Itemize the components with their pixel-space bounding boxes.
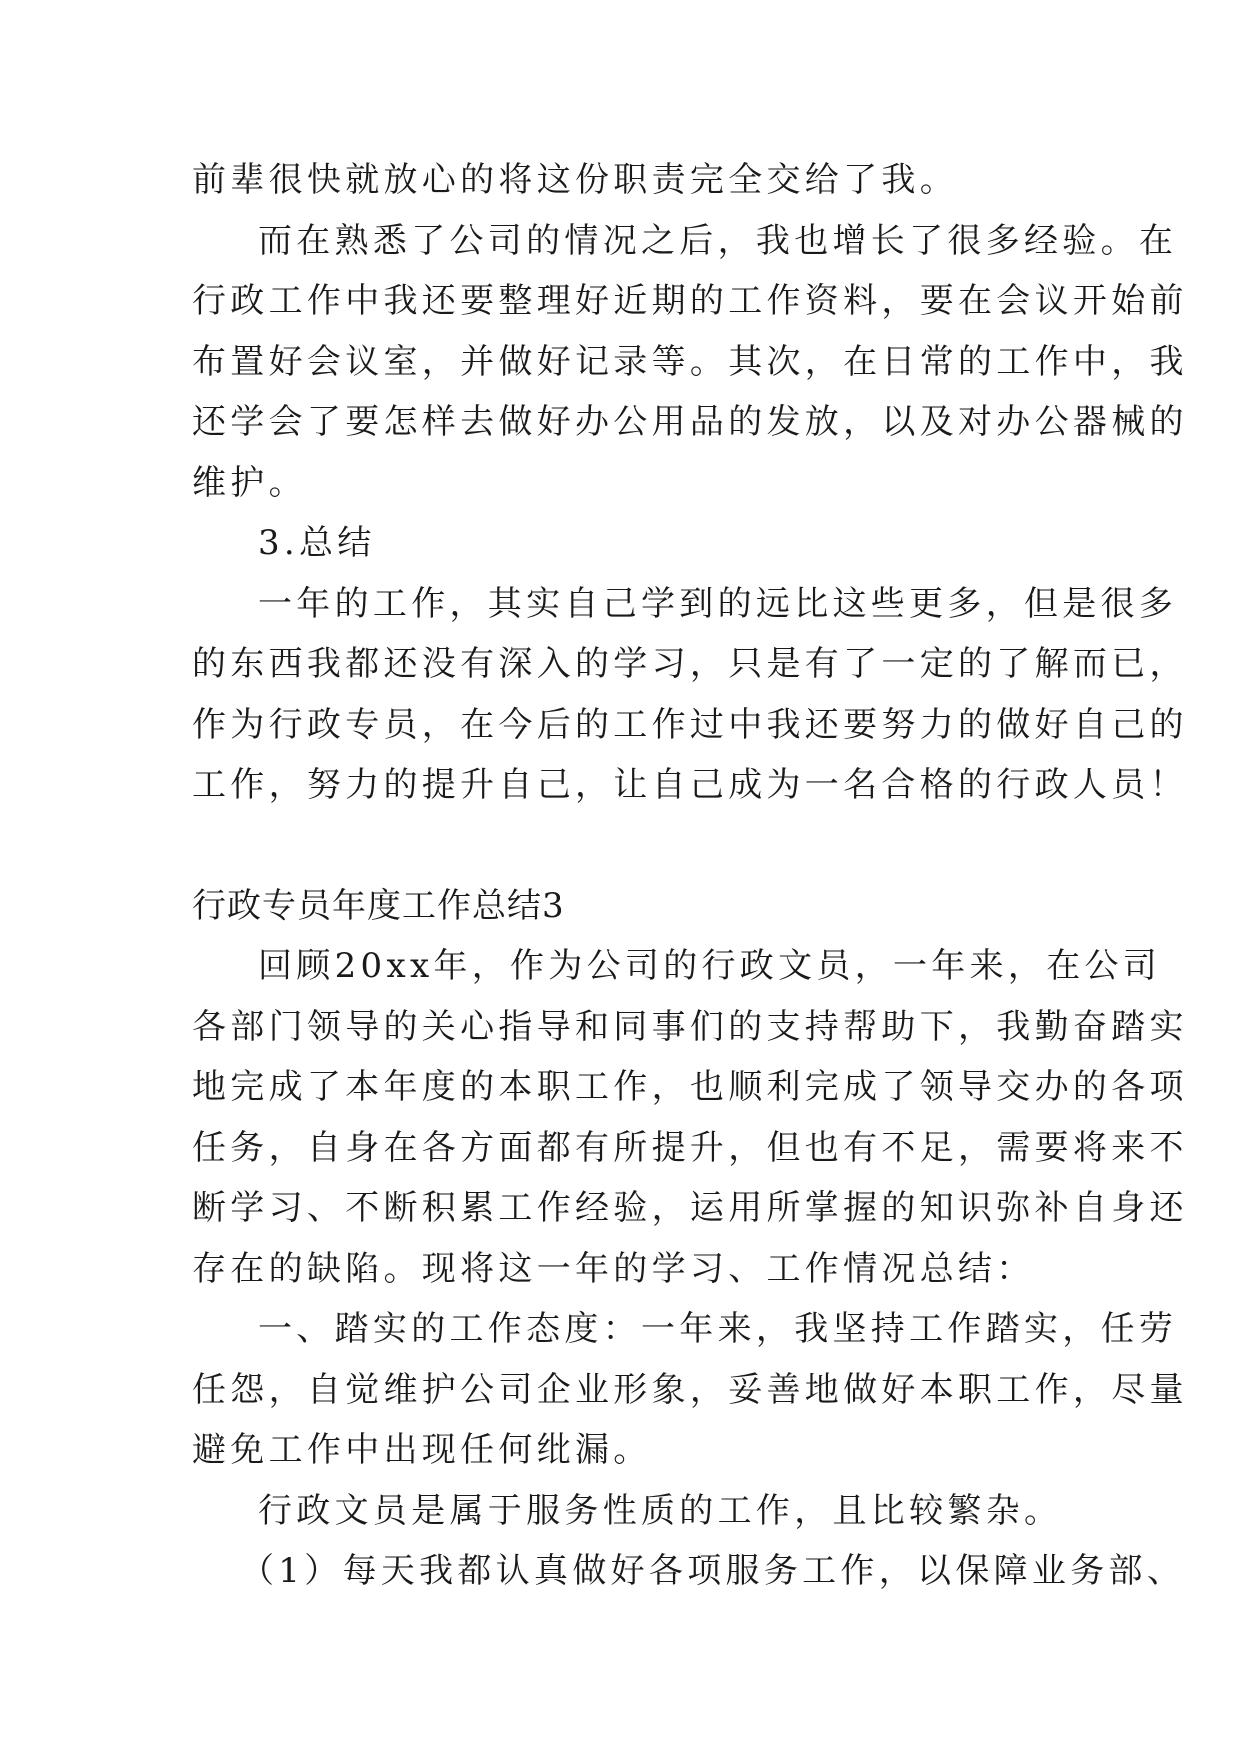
paragraph-line: 任怨，自觉维护公司企业形象，妥善地做好本职工作，尽量 [192,1369,1188,1410]
paragraph-line: 前辈很快就放心的将这份职责完全交给了我。 [192,160,958,200]
document-page [192,150,1188,1602]
paragraph-line: 各部门领导的关心指导和同事们的支持帮助下，我勤奋踏实 [192,1006,1188,1047]
paragraph-line: 布置好会议室，并做好记录等。其次，在日常的工作中，我 [192,341,1188,382]
paragraph-line: 而在熟悉了公司的情况之后，我也增长了很多经验。在 [258,220,1178,261]
paragraph-line: 行政文员是属于服务性质的工作，且比较繁杂。 [258,1490,1063,1531]
paragraph-line: 避免工作中出现任何纰漏。 [192,1430,652,1470]
paragraph-line: 行政工作中我还要整理好近期的工作资料，要在会议开始前 [192,281,1188,321]
section-title: 行政专员年度工作总结3 [192,885,565,926]
paragraph-line: 作为行政专员，在今后的工作过中我还要努力的做好自己的 [192,704,1188,745]
paragraph-line: 回顾20xx年，作为公司的行政文员，一年来，在公司 [258,946,1162,986]
paragraph-line: 一、踏实的工作态度：一年来，我坚持工作踏实，任劳 [258,1309,1178,1349]
section-gap [192,816,1062,876]
paragraph-line: （1）每天我都认真做好各项服务工作，以保障业务部、 [240,1551,1186,1591]
paragraph-line: 断学习、不断积累工作经验，运用所掌握的知识弥补自身还 [192,1188,1188,1228]
paragraph-line: 任务，自身在各方面都有所提升，但也有不足，需要将来不 [192,1127,1188,1168]
subsection-heading: 3.总结 [258,523,376,563]
paragraph-line: 还学会了要怎样去做好办公用品的发放，以及对办公器械的 [192,402,1188,442]
paragraph-line: 一年的工作，其实自己学到的远比这些更多，但是很多 [258,583,1178,624]
paragraph-line: 工作，努力的提升自己，让自己成为一名合格的行政人员！ [192,765,1188,805]
paragraph-line: 地完成了本年度的本职工作，也顺利完成了领导交办的各项 [192,1067,1188,1107]
paragraph-line: 的东西我都还没有深入的学习，只是有了一定的了解而已， [192,644,1188,684]
body-part-2 [192,936,1188,1602]
paragraph-line: 维护。 [192,462,307,503]
paragraph-line: 存在的缺陷。现将这一年的学习、工作情况总结： [192,1248,1035,1289]
body-part-1 [192,150,1188,816]
